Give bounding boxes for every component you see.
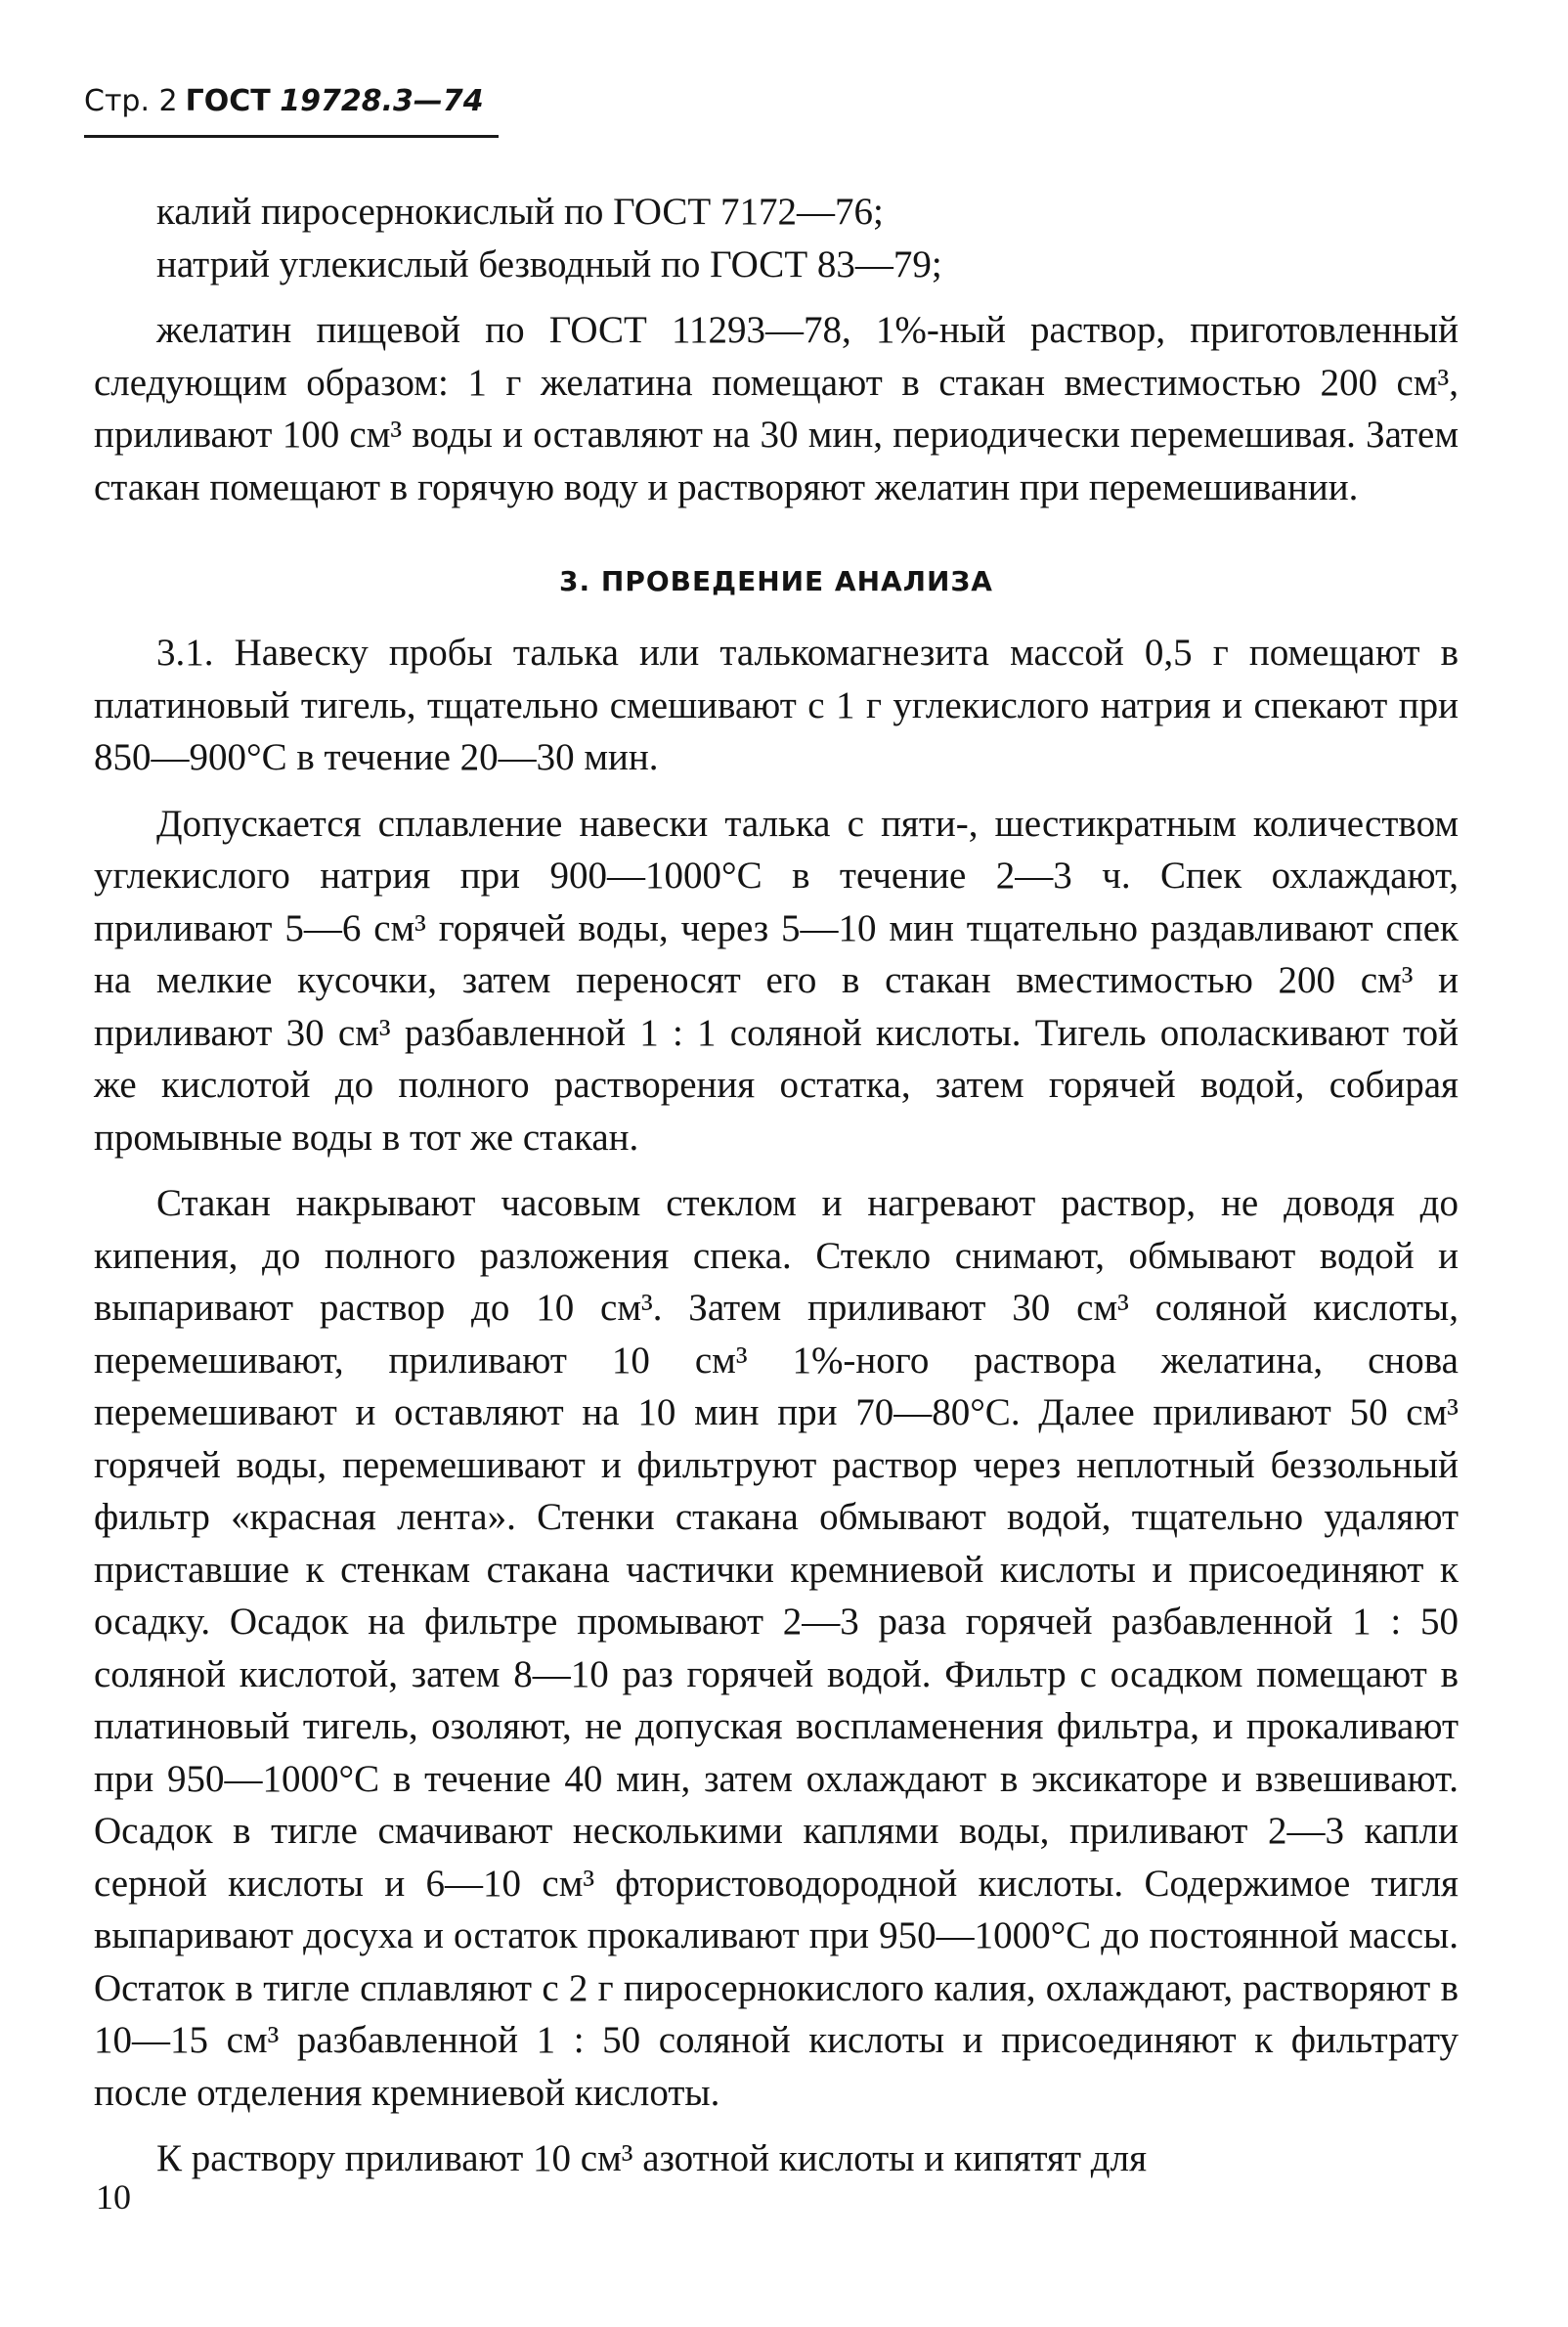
reagent-line-potassium: калий пиросернокислый по ГОСТ 7172—76; xyxy=(156,191,884,233)
gost-label: ГОСТ xyxy=(185,84,271,118)
section-title: 3. ПРОВЕДЕНИЕ АНАЛИЗА xyxy=(559,565,993,597)
page-header xyxy=(84,84,484,118)
section-paragraph-2: Допускается сплавление навески талька с пяти-, шестикратным количеством углекислого натрия при 900—1000°С в течение 2—3 ч. Спек охлаждают, приливают 5—6 см³ горячей воды, через 5—10 мин тщательно раздавливают спек на мелкие кусочки, затем переносят его в стакан вместимостью 200 см³ и приливают 30 см³ разбавленной 1 : 1 соляной кислоты. Тигель ополаскивают той же кислотой до полного растворения остатка, затем горячей водой, собирая промывные воды в тот же стакан. xyxy=(94,802,1459,1159)
page-number: 10 xyxy=(96,2177,131,2217)
section-paragraph-1: 3.1. Навеску пробы талька или талькомагнезита массой 0,5 г помещают в платиновый тигель, тщательно смешивают с 1 г углекислого натрия и спекают при 850—900°С в течение 20—30 мин. xyxy=(94,632,1459,778)
section-paragraph-4: К раствору приливают 10 см³ азотной кислоты и кипятят для xyxy=(156,2137,1148,2179)
reagent-line-sodium: натрий углекислый безводный по ГОСТ 83—79; xyxy=(156,242,942,285)
header-rule xyxy=(84,135,499,138)
reagent-paragraph-gelatin: желатин пищевой по ГОСТ 11293—78, 1%-ный раствор, приготовленный следующим образом: 1 г желатина помещают в стакан вместимостью 200 см³, приливают 100 см³ воды и оставляют на 30 мин, периодически перемешивая. Затем стакан помещают в горячую воду и растворяют желатин при перемешивании. xyxy=(94,309,1459,508)
page-label: Стр. 2 xyxy=(84,84,178,118)
gost-number: 19728.3—74 xyxy=(280,84,484,118)
document-body xyxy=(94,186,1459,2185)
section-paragraph-3: Стакан накрывают часовым стеклом и нагревают раствор, не доводя до кипения, до полного разложения спека. Стекло снимают, обмывают водой и выпаривают раствор до 10 см³. Затем приливают 30 см³ соляной кислоты, перемешивают, приливают 10 см³ 1%-ного раствора желатина, снова перемешивают и оставляют на 10 мин при 70—80°С. Далее приливают 50 см³ горячей воды, перемешивают и фильтруют раствор через неплотный беззольный фильтр «красная лента». Стенки стакана обмывают водой, тщательно удаляют приставшие к стенкам стакана частички кремниевой кислоты и присоединяют к осадку. Осадок на фильтре промывают 2—3 раза горячей разбавленной 1 : 50 соляной кислотой, затем 8—10 раз горячей водой. Фильтр с осадком помещают в платиновый тигель, озоляют, не допуская воспламенения фильтра, и прокаливают при 950—1000°С в течение 40 мин, затем охлаждают в эксикаторе и взвешивают. Осадок в тигле смачивают несколькими каплями воды, приливают 2—3 капли серной кислоты и 6—10 см³ фтористоводородной кислоты. Содержимое тигля выпаривают досуха и остаток прокаливают при 950—1000°С до постоянной массы. Остаток в тигле сплавляют с 2 г пиросернокислого калия, охлаждают, растворяют в 10—15 см³ разбавленной 1 : 50 соляной кислоты и присоединяют к фильтрату после отделения кремниевой кислоты. xyxy=(94,1182,1459,2114)
